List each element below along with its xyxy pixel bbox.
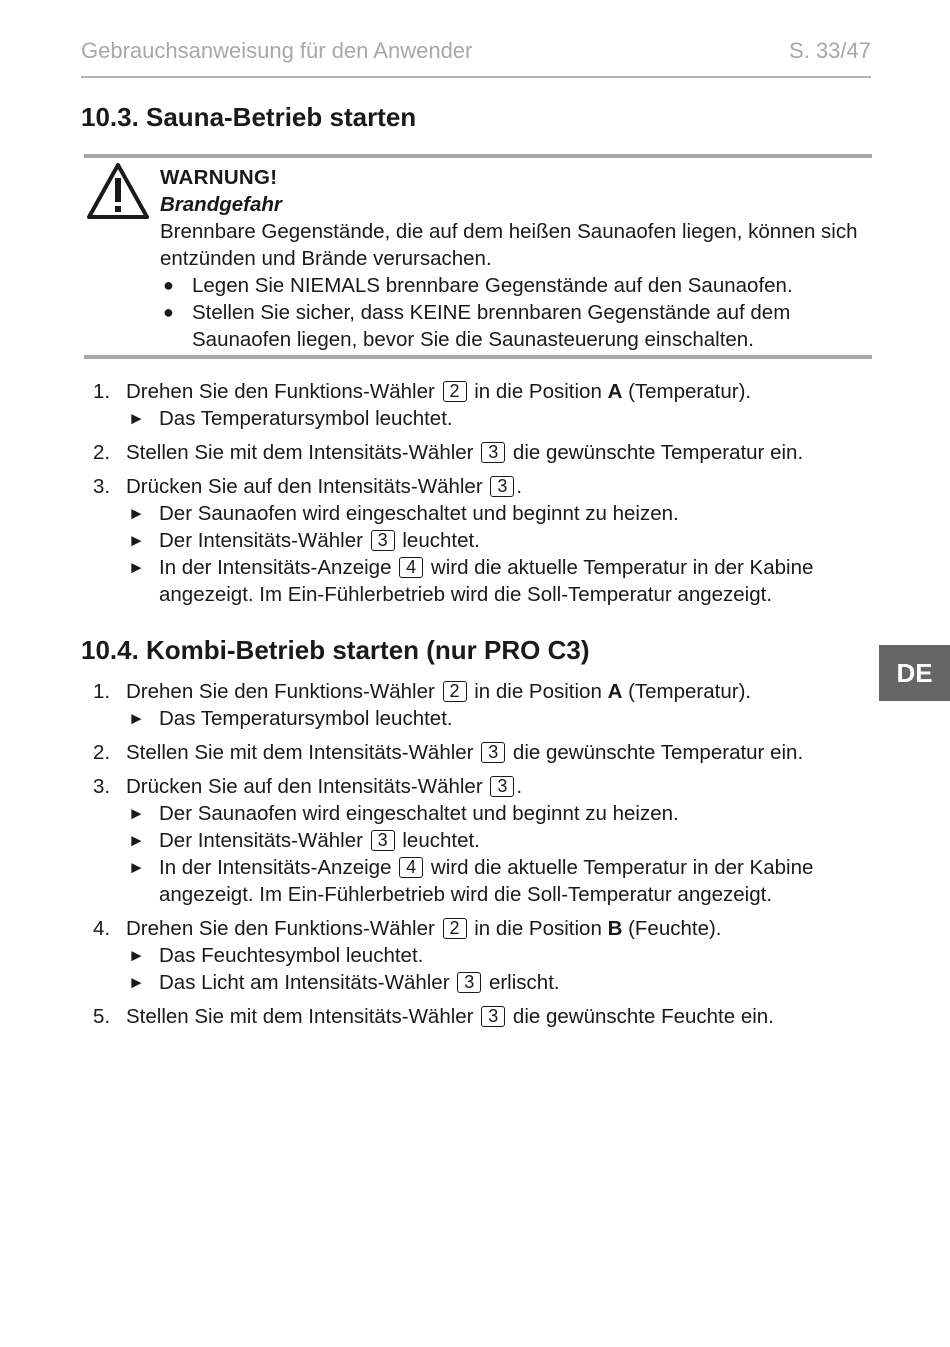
steps-list-10-3 xyxy=(93,378,873,615)
step-item: 1. Drehen Sie den Funktions-Wähler 2 in die Position A (Temperatur). ► Das Temperatursymbol leuchtet. xyxy=(93,680,752,730)
control-number-box: 3 xyxy=(371,830,395,851)
step-item: 1. Drehen Sie den Funktions-Wähler 2 in die Position A (Temperatur). ► Das Temperatursymbol leuchtet. xyxy=(93,380,752,430)
document-title: Gebrauchsanweisung für den Anwender xyxy=(81,38,473,63)
section-heading-10-3 xyxy=(81,102,416,133)
step-item: 2. Stellen Sie mit dem Intensitäts-Wähler 3 die gewünschte Temperatur ein. xyxy=(93,741,804,764)
warning-bullet: ● Legen Sie NIEMALS brennbare Gegenstände auf den Saunaofen. xyxy=(163,274,793,297)
step-item: 2. Stellen Sie mit dem Intensitäts-Wähler 3 die gewünschte Temperatur ein. xyxy=(93,441,804,464)
control-number-box: 3 xyxy=(371,530,395,551)
control-number-box: 2 xyxy=(443,381,467,402)
control-number-box: 4 xyxy=(399,857,423,878)
control-number-box: 3 xyxy=(457,972,481,993)
page-number: S. 33/47 xyxy=(789,38,871,63)
control-number-box: 2 xyxy=(443,681,467,702)
warning-text: Brennbare Gegenstände, die auf dem heißen Saunaofen liegen, können sich entzünden und Brände verursachen. xyxy=(160,220,858,270)
step-item: 3. Drücken Sie auf den Intensitäts-Wähler 3 . ► Der Saunaofen wird eingeschaltet und beginnt zu heizen. ► Der Intensitäts-Wähler 3 leuchtet. ► In der Intensitäts-Anzeige 4 wird die aktuelle Temperatur in der Kabine angezeigt. Im Ein-Fühlerbetrieb wird die Soll-Temperatur angezeigt. xyxy=(93,775,814,906)
step-item: 3. Drücken Sie auf den Intensitäts-Wähler 3 . ► Der Saunaofen wird eingeschaltet und beginnt zu heizen. ► Der Intensitäts-Wähler 3 leuchtet. ► In der Intensitäts-Anzeige 4 wird die aktuelle Temperatur in der Kabine angezeigt. Im Ein-Fühlerbetrieb wird die Soll-Temperatur angezeigt. xyxy=(93,475,814,606)
control-number-box: 4 xyxy=(399,557,423,578)
step-item: 5. Stellen Sie mit dem Intensitäts-Wähler 3 die gewünschte Feuchte ein. xyxy=(93,1005,774,1028)
steps-list-10-4 xyxy=(93,678,873,1037)
section-title: Kombi-Betrieb starten (nur PRO C3) xyxy=(146,635,590,665)
step-item: 4. Drehen Sie den Funktions-Wähler 2 in die Position B (Feuchte). ► Das Feuchtesymbol leuchtet. ► Das Licht am Intensitäts-Wähler 3 erlischt. xyxy=(93,917,722,994)
warning-box xyxy=(84,154,872,359)
control-number-box: 2 xyxy=(443,918,467,939)
section-heading-10-4 xyxy=(81,635,590,666)
section-title: Sauna-Betrieb starten xyxy=(146,102,417,132)
control-number-box: 3 xyxy=(481,742,505,763)
warning-bullet: ● Stellen Sie sicher, dass KEINE brennbaren Gegenstände auf dem Saunaofen liegen, bevor Sie die Saunasteuerung einschalten. xyxy=(163,301,791,351)
warning-subtitle: Brandgefahr xyxy=(160,193,282,216)
control-number-box: 3 xyxy=(481,1006,505,1027)
control-number-box: 3 xyxy=(490,476,514,497)
section-number: 10.3. xyxy=(81,102,139,132)
control-number-box: 3 xyxy=(490,776,514,797)
page-header xyxy=(81,38,871,78)
warning-title: WARNUNG! xyxy=(160,166,278,189)
section-number: 10.4. xyxy=(81,635,139,665)
control-number-box: 3 xyxy=(481,442,505,463)
language-tab: DE xyxy=(879,645,950,701)
warning-triangle-icon xyxy=(86,162,150,220)
